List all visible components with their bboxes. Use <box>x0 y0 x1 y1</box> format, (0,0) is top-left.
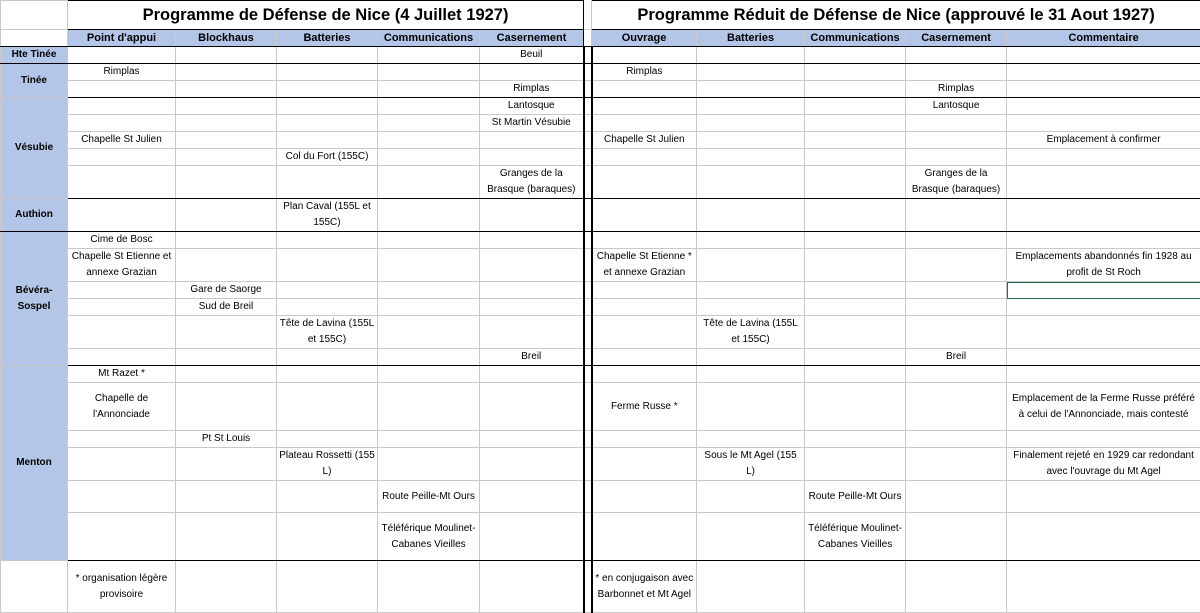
region-menton[interactable]: Menton <box>1 366 68 561</box>
separator-cell[interactable] <box>584 232 592 249</box>
cell-batteries-left[interactable] <box>277 232 378 249</box>
separator-cell[interactable] <box>584 383 592 431</box>
separator-cell[interactable] <box>584 166 592 199</box>
cell-commentaire[interactable] <box>1007 299 1200 316</box>
table-row <box>1 282 1200 299</box>
separator-cell[interactable] <box>584 282 592 299</box>
header-batteries-right[interactable]: Batteries <box>697 30 805 47</box>
cell-batteries-right[interactable] <box>697 132 805 149</box>
cell-communications-left[interactable] <box>378 47 480 64</box>
cell-casernement-left[interactable] <box>480 513 584 561</box>
cell-communications-right[interactable] <box>805 383 906 431</box>
separator-cell[interactable] <box>584 431 592 448</box>
separator-cell[interactable] <box>584 98 592 115</box>
cell-communications-right[interactable] <box>805 64 906 81</box>
cell-batteries-right[interactable] <box>697 64 805 81</box>
header-casernement-right[interactable]: Casernement <box>906 30 1007 47</box>
separator-cell[interactable] <box>584 64 592 81</box>
table-row <box>1 316 1200 349</box>
cell-casernement-left[interactable] <box>480 64 584 81</box>
footnote-row <box>1 561 1200 613</box>
table-row <box>1 232 1200 249</box>
cell-commentaire[interactable] <box>1007 513 1200 561</box>
table-row <box>1 448 1200 481</box>
cell-casernement-right[interactable] <box>906 366 1007 383</box>
region-bevera-sospel[interactable]: Bévéra-Sospel <box>1 232 68 366</box>
cell-blockhaus[interactable] <box>176 98 277 115</box>
separator-cell[interactable] <box>584 199 592 232</box>
footnote-right[interactable]: * en conjugaison avec Barbonnet et Mt Agel <box>592 561 697 613</box>
cell-point-appui[interactable] <box>68 98 176 115</box>
separator-cell[interactable] <box>584 81 592 98</box>
cell-ouvrage[interactable] <box>592 513 697 561</box>
cell-ouvrage[interactable] <box>592 316 697 349</box>
cell-blockhaus[interactable] <box>176 47 277 64</box>
cell-ouvrage[interactable] <box>592 98 697 115</box>
cell-blockhaus[interactable]: Sud de Breil <box>176 299 277 316</box>
cell-point-appui[interactable] <box>68 81 176 98</box>
cell-batteries-right[interactable]: Tête de Lavina (155L et 155C) <box>697 316 805 349</box>
cell-batteries-right[interactable] <box>697 481 805 513</box>
cell-batteries-right[interactable] <box>697 115 805 132</box>
cell-communications-right[interactable] <box>805 366 906 383</box>
cell-batteries-right[interactable]: Sous le Mt Agel (155 L) <box>697 448 805 481</box>
cell-casernement-left[interactable] <box>480 149 584 166</box>
cell-point-appui[interactable] <box>68 316 176 349</box>
cell-casernement-right[interactable] <box>906 316 1007 349</box>
separator-cell[interactable] <box>584 481 592 513</box>
cell-batteries-left[interactable]: Tête de Lavina (155L et 155C) <box>277 316 378 349</box>
cell-commentaire[interactable] <box>1007 47 1200 64</box>
cell-empty[interactable] <box>277 561 378 613</box>
cell-casernement-right[interactable] <box>906 299 1007 316</box>
cell-batteries-left[interactable] <box>277 47 378 64</box>
cell-batteries-left[interactable] <box>277 282 378 299</box>
cell-commentaire[interactable] <box>1007 115 1200 132</box>
table-row <box>1 299 1200 316</box>
cell-batteries-left[interactable] <box>277 513 378 561</box>
cell-blockhaus[interactable] <box>176 149 277 166</box>
cell-batteries-right[interactable] <box>697 513 805 561</box>
cell-point-appui[interactable]: Chapelle de l'Annonciade <box>68 383 176 431</box>
separator-cell[interactable] <box>584 513 592 561</box>
cell-batteries-left[interactable] <box>277 431 378 448</box>
cell-batteries-left[interactable] <box>277 115 378 132</box>
cell-batteries-left[interactable] <box>277 132 378 149</box>
cell-communications-left[interactable]: Route Peille-Mt Ours <box>378 481 480 513</box>
cell-commentaire[interactable] <box>1007 366 1200 383</box>
cell-commentaire[interactable]: Emplacement à confirmer <box>1007 132 1200 149</box>
cell-batteries-right[interactable] <box>697 431 805 448</box>
cell-casernement-right[interactable] <box>906 64 1007 81</box>
cell-point-appui[interactable] <box>68 149 176 166</box>
cell-commentaire[interactable]: Finalement rejeté en 1929 car redondant avec l'ouvrage du Mt Agel <box>1007 448 1200 481</box>
cell-communications-left[interactable] <box>378 383 480 431</box>
cell-blockhaus[interactable] <box>176 166 277 199</box>
cell-communications-left[interactable] <box>378 448 480 481</box>
cell-batteries-left[interactable] <box>277 98 378 115</box>
cell-batteries-left[interactable] <box>277 349 378 366</box>
region-tinee[interactable]: Tinée <box>1 64 68 98</box>
cell-communications-left[interactable] <box>378 166 480 199</box>
cell-casernement-left[interactable] <box>480 232 584 249</box>
cell-ouvrage[interactable]: Rimplas <box>592 64 697 81</box>
cell-ouvrage[interactable] <box>592 448 697 481</box>
cell-commentaire[interactable] <box>1007 481 1200 513</box>
cell-blockhaus[interactable] <box>176 132 277 149</box>
table-row <box>1 431 1200 448</box>
cell-ouvrage[interactable] <box>592 47 697 64</box>
header-commentaire[interactable]: Commentaire <box>1007 30 1200 47</box>
cell-blockhaus[interactable] <box>176 366 277 383</box>
cell-ouvrage[interactable] <box>592 481 697 513</box>
cell-commentaire[interactable] <box>1007 232 1200 249</box>
cell-ouvrage[interactable] <box>592 115 697 132</box>
cell-commentaire[interactable] <box>1007 98 1200 115</box>
right-program-title[interactable]: Programme Réduit de Défense de Nice (approuvé le 31 Aout 1927) <box>592 1 1200 30</box>
cell-ouvrage[interactable] <box>592 431 697 448</box>
cell-commentaire[interactable] <box>1007 349 1200 366</box>
cell-empty[interactable] <box>697 561 805 613</box>
cell-commentaire[interactable] <box>1007 64 1200 81</box>
table-row <box>1 47 1200 64</box>
cell-casernement-left[interactable] <box>480 448 584 481</box>
cell-batteries-right[interactable] <box>697 383 805 431</box>
cell-casernement-right[interactable] <box>906 199 1007 232</box>
separator-cell[interactable] <box>584 249 592 282</box>
cell-commentaire[interactable]: Emplacement de la Ferme Russe préféré à celui de l'Annonciade, mais contesté <box>1007 383 1200 431</box>
separator-cell[interactable] <box>584 47 592 64</box>
cell-point-appui[interactable] <box>68 115 176 132</box>
cell-communications-right[interactable] <box>805 448 906 481</box>
cell-point-appui[interactable] <box>68 513 176 561</box>
cell-casernement-right[interactable] <box>906 282 1007 299</box>
cell-empty[interactable] <box>480 561 584 613</box>
cell-commentaire[interactable] <box>1007 149 1200 166</box>
cell-communications-right[interactable] <box>805 47 906 64</box>
cell-batteries-left[interactable]: Plan Caval (155L et 155C) <box>277 199 378 232</box>
cell-communications-left[interactable] <box>378 316 480 349</box>
table-row <box>1 132 1200 149</box>
region-vesubie[interactable]: Vésubie <box>1 98 68 199</box>
cell-blockhaus[interactable] <box>176 232 277 249</box>
cell-casernement-right[interactable] <box>906 115 1007 132</box>
cell-casernement-left[interactable]: Beuil <box>480 47 584 64</box>
cell-batteries-left[interactable] <box>277 81 378 98</box>
cell-ouvrage[interactable] <box>592 199 697 232</box>
cell-ouvrage[interactable] <box>592 232 697 249</box>
cell-communications-left[interactable] <box>378 64 480 81</box>
cell-casernement-left[interactable] <box>480 199 584 232</box>
cell-empty[interactable] <box>906 561 1007 613</box>
cell-empty[interactable] <box>1 561 68 613</box>
table-row <box>1 149 1200 166</box>
table-row <box>1 366 1200 383</box>
cell-communications-left[interactable] <box>378 349 480 366</box>
cell-point-appui[interactable] <box>68 481 176 513</box>
cell-casernement-right[interactable] <box>906 249 1007 282</box>
cell-blockhaus[interactable] <box>176 448 277 481</box>
cell-blockhaus[interactable]: Gare de Saorge <box>176 282 277 299</box>
cell-communications-right[interactable] <box>805 149 906 166</box>
table-row <box>1 383 1200 431</box>
separator-cell[interactable] <box>584 1 592 30</box>
cell-casernement-left[interactable] <box>480 316 584 349</box>
cell-casernement-right[interactable] <box>906 47 1007 64</box>
cell-point-appui[interactable]: Chapelle St Julien <box>68 132 176 149</box>
cell-communications-right[interactable] <box>805 132 906 149</box>
cell-communications-right[interactable] <box>805 431 906 448</box>
cell-batteries-left[interactable] <box>277 383 378 431</box>
cell-batteries-left[interactable] <box>277 166 378 199</box>
cell-communications-left[interactable]: Téléférique Moulinet-Cabanes Vieilles <box>378 513 480 561</box>
cell-batteries-right[interactable] <box>697 232 805 249</box>
cell-batteries-left[interactable]: Plateau Rossetti (155 L) <box>277 448 378 481</box>
cell-batteries-right[interactable] <box>697 98 805 115</box>
separator-cell[interactable] <box>584 115 592 132</box>
cell-casernement-right[interactable] <box>906 132 1007 149</box>
cell-casernement-left[interactable] <box>480 299 584 316</box>
cell-blockhaus[interactable] <box>176 481 277 513</box>
cell-communications-left[interactable] <box>378 98 480 115</box>
separator-cell[interactable] <box>584 448 592 481</box>
cell-communications-left[interactable] <box>378 282 480 299</box>
cell-communications-left[interactable] <box>378 199 480 232</box>
cell-casernement-left[interactable]: St Martin Vésubie <box>480 115 584 132</box>
cell-point-appui[interactable] <box>68 47 176 64</box>
cell-batteries-right[interactable] <box>697 282 805 299</box>
cell-ouvrage[interactable] <box>592 282 697 299</box>
cell-commentaire[interactable]: Emplacements abandonnés fin 1928 au profit de St Roch <box>1007 249 1200 282</box>
cell-blockhaus[interactable] <box>176 115 277 132</box>
cell-communications-left[interactable] <box>378 81 480 98</box>
separator-cell[interactable] <box>584 132 592 149</box>
cell-communications-right[interactable] <box>805 299 906 316</box>
cell-communications-left[interactable] <box>378 115 480 132</box>
cell-point-appui[interactable]: Rimplas <box>68 64 176 81</box>
cell-casernement-right[interactable] <box>906 232 1007 249</box>
cell-communications-right[interactable] <box>805 81 906 98</box>
table-row <box>1 166 1200 199</box>
header-ouvrage[interactable]: Ouvrage <box>592 30 697 47</box>
cell-point-appui[interactable] <box>68 448 176 481</box>
cell-casernement-right[interactable]: Granges de la Brasque (baraques) <box>906 166 1007 199</box>
separator-cell[interactable] <box>584 366 592 383</box>
cell-batteries-right[interactable] <box>697 199 805 232</box>
cell-commentaire[interactable] <box>1007 166 1200 199</box>
cell-ouvrage[interactable] <box>592 81 697 98</box>
header-communications-right[interactable]: Communications <box>805 30 906 47</box>
cell-batteries-left[interactable] <box>277 299 378 316</box>
cell-commentaire[interactable] <box>1007 282 1200 299</box>
header-blockhaus[interactable]: Blockhaus <box>176 30 277 47</box>
cell-batteries-left[interactable]: Col du Fort (155C) <box>277 149 378 166</box>
cell-point-appui[interactable] <box>68 199 176 232</box>
corner-cell[interactable] <box>1 30 68 47</box>
cell-casernement-left[interactable]: Breil <box>480 349 584 366</box>
table-row <box>1 64 1200 81</box>
cell-ouvrage[interactable] <box>592 166 697 199</box>
cell-communications-left[interactable] <box>378 149 480 166</box>
header-communications-left[interactable]: Communications <box>378 30 480 47</box>
cell-batteries-left[interactable] <box>277 366 378 383</box>
cell-casernement-right[interactable] <box>906 481 1007 513</box>
header-batteries-left[interactable]: Batteries <box>277 30 378 47</box>
cell-empty[interactable] <box>1007 561 1200 613</box>
cell-blockhaus[interactable] <box>176 383 277 431</box>
cell-point-appui[interactable] <box>68 282 176 299</box>
cell-casernement-left[interactable] <box>480 249 584 282</box>
cell-communications-right[interactable] <box>805 232 906 249</box>
cell-communications-left[interactable] <box>378 366 480 383</box>
cell-ouvrage[interactable] <box>592 349 697 366</box>
cell-batteries-left[interactable] <box>277 64 378 81</box>
table-row <box>1 481 1200 513</box>
cell-communications-right[interactable] <box>805 282 906 299</box>
cell-commentaire[interactable] <box>1007 81 1200 98</box>
cell-point-appui[interactable] <box>68 166 176 199</box>
left-program-title[interactable]: Programme de Défense de Nice (4 Juillet 1927) <box>68 1 584 30</box>
cell-batteries-right[interactable] <box>697 166 805 199</box>
table-row <box>1 199 1200 232</box>
cell-blockhaus[interactable]: Pt St Louis <box>176 431 277 448</box>
cell-communications-right[interactable] <box>805 349 906 366</box>
cell-ouvrage[interactable]: Chapelle St Etienne * et annexe Grazian <box>592 249 697 282</box>
footnote-left[interactable]: * organisation légère provisoire <box>68 561 176 613</box>
cell-communications-right[interactable] <box>805 199 906 232</box>
separator-cell[interactable] <box>584 149 592 166</box>
cell-batteries-right[interactable] <box>697 249 805 282</box>
cell-ouvrage[interactable] <box>592 149 697 166</box>
cell-casernement-left[interactable] <box>480 282 584 299</box>
cell-blockhaus[interactable] <box>176 249 277 282</box>
table-row <box>1 349 1200 366</box>
cell-casernement-right[interactable]: Lantosque <box>906 98 1007 115</box>
separator-cell[interactable] <box>584 30 592 47</box>
cell-casernement-left[interactable] <box>480 383 584 431</box>
cell-ouvrage[interactable] <box>592 299 697 316</box>
cell-commentaire[interactable] <box>1007 199 1200 232</box>
cell-point-appui[interactable]: Chapelle St Etienne et annexe Grazian <box>68 249 176 282</box>
table-row <box>1 249 1200 282</box>
cell-communications-left[interactable] <box>378 299 480 316</box>
cell-casernement-left[interactable] <box>480 366 584 383</box>
cell-casernement-right[interactable] <box>906 448 1007 481</box>
cell-casernement-right[interactable] <box>906 383 1007 431</box>
corner-cell[interactable] <box>1 1 68 30</box>
cell-communications-right[interactable] <box>805 249 906 282</box>
cell-casernement-left[interactable]: Rimplas <box>480 81 584 98</box>
cell-commentaire[interactable] <box>1007 316 1200 349</box>
cell-empty[interactable] <box>378 561 480 613</box>
cell-ouvrage[interactable]: Ferme Russe * <box>592 383 697 431</box>
cell-batteries-right[interactable] <box>697 299 805 316</box>
region-hte-tinee[interactable]: Hte Tinée <box>1 47 68 64</box>
cell-casernement-right[interactable] <box>906 431 1007 448</box>
cell-communications-right[interactable]: Route Peille-Mt Ours <box>805 481 906 513</box>
cell-batteries-right[interactable] <box>697 81 805 98</box>
cell-casernement-left[interactable]: Lantosque <box>480 98 584 115</box>
cell-point-appui[interactable]: Cime de Bosc <box>68 232 176 249</box>
cell-casernement-right[interactable]: Breil <box>906 349 1007 366</box>
region-authion[interactable]: Authion <box>1 199 68 232</box>
table-row <box>1 81 1200 98</box>
cell-batteries-right[interactable] <box>697 366 805 383</box>
cell-casernement-right[interactable]: Rimplas <box>906 81 1007 98</box>
cell-blockhaus[interactable] <box>176 316 277 349</box>
table-row <box>1 513 1200 561</box>
cell-empty[interactable] <box>805 561 906 613</box>
cell-batteries-right[interactable] <box>697 349 805 366</box>
cell-point-appui[interactable]: Mt Razet * <box>68 366 176 383</box>
table-row <box>1 98 1200 115</box>
cell-blockhaus[interactable] <box>176 199 277 232</box>
cell-batteries-right[interactable] <box>697 47 805 64</box>
separator-cell[interactable] <box>584 299 592 316</box>
cell-commentaire[interactable] <box>1007 431 1200 448</box>
table-row <box>1 115 1200 132</box>
cell-communications-left[interactable] <box>378 232 480 249</box>
cell-casernement-left[interactable] <box>480 132 584 149</box>
cell-communications-left[interactable] <box>378 431 480 448</box>
cell-blockhaus[interactable] <box>176 513 277 561</box>
cell-point-appui[interactable] <box>68 431 176 448</box>
cell-empty[interactable] <box>176 561 277 613</box>
cell-casernement-left[interactable] <box>480 481 584 513</box>
header-point-appui[interactable]: Point d'appui <box>68 30 176 47</box>
cell-communications-right[interactable] <box>805 98 906 115</box>
cell-casernement-left[interactable] <box>480 431 584 448</box>
cell-blockhaus[interactable] <box>176 349 277 366</box>
header-casernement-left[interactable]: Casernement <box>480 30 584 47</box>
cell-ouvrage[interactable]: Chapelle St Julien <box>592 132 697 149</box>
cell-point-appui[interactable] <box>68 299 176 316</box>
cell-casernement-right[interactable] <box>906 149 1007 166</box>
separator-cell[interactable] <box>584 349 592 366</box>
cell-casernement-right[interactable] <box>906 513 1007 561</box>
cell-communications-right[interactable] <box>805 166 906 199</box>
cell-communications-right[interactable] <box>805 115 906 132</box>
separator-cell[interactable] <box>584 316 592 349</box>
cell-blockhaus[interactable] <box>176 64 277 81</box>
cell-blockhaus[interactable] <box>176 81 277 98</box>
cell-ouvrage[interactable] <box>592 366 697 383</box>
cell-communications-right[interactable]: Téléférique Moulinet-Cabanes Vieilles <box>805 513 906 561</box>
cell-batteries-left[interactable] <box>277 481 378 513</box>
cell-communications-left[interactable] <box>378 132 480 149</box>
cell-communications-left[interactable] <box>378 249 480 282</box>
cell-point-appui[interactable] <box>68 349 176 366</box>
cell-communications-right[interactable] <box>805 316 906 349</box>
cell-batteries-left[interactable] <box>277 249 378 282</box>
cell-batteries-right[interactable] <box>697 149 805 166</box>
cell-casernement-left[interactable]: Granges de la Brasque (baraques) <box>480 166 584 199</box>
separator-cell[interactable] <box>584 561 592 613</box>
